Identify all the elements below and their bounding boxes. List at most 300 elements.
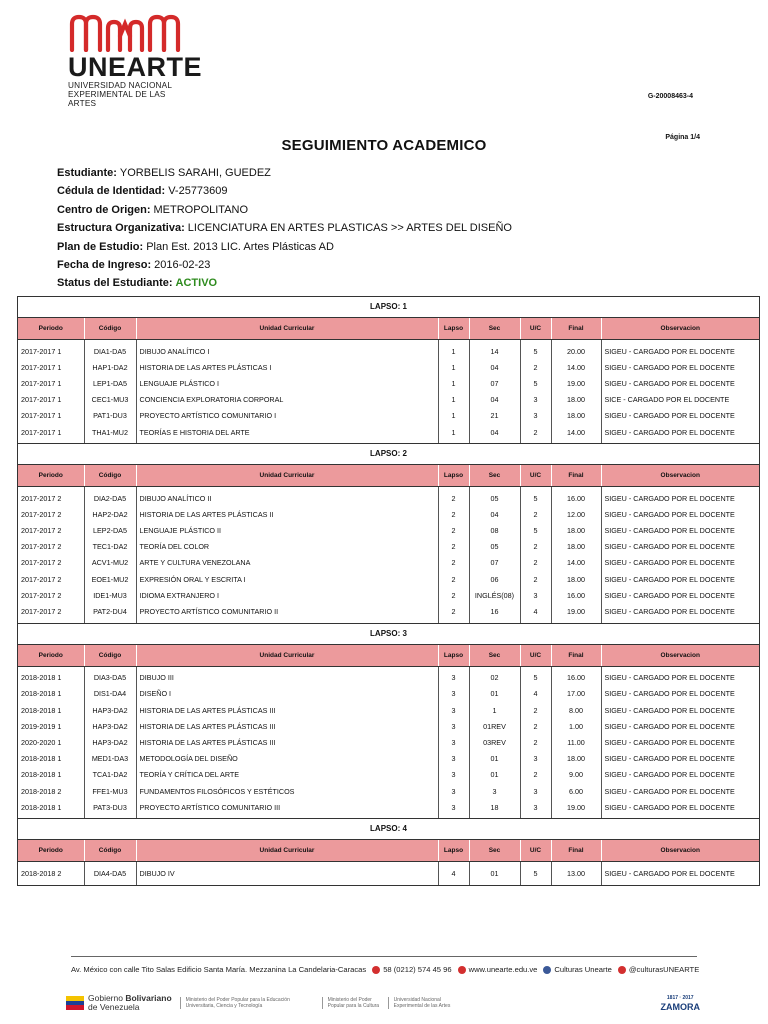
table-cell: 2 [438,571,469,587]
plan-label: Plan de Estudio: [57,240,144,253]
table-cell: SIGEU - CARGADO POR EL DOCENTE [604,346,735,356]
table-cell: 5 [520,865,551,881]
table-cell: 2018-2018 1 [18,751,84,767]
table-cell: TEORÍA Y CRÍTICA DEL ARTE [136,767,438,783]
table-cell: 2018-2018 1 [18,686,84,702]
table-cell: 04 [469,359,520,375]
table-cell: 3 [520,751,551,767]
column-header: Periodo [18,645,84,667]
table-cell: 2017-2017 1 [18,359,84,375]
column-header: Código [84,465,136,487]
unearte-logo [68,14,203,108]
table-cell: 2018-2018 2 [18,783,84,799]
table-cell: 21 [469,408,520,424]
table-cell: DIA3-DA5 [84,670,136,686]
structure-row [57,221,512,239]
table-cell: HAP3-DA2 [84,702,136,718]
table-cell: 07 [469,555,520,571]
table-cell: 5 [520,343,551,359]
table-cell: 3 [438,718,469,734]
footer-divider [71,956,697,957]
table-cell: 2 [438,523,469,539]
footer-social-2[interactable]: @culturasUNEARTE [628,965,700,974]
table-cell: 14.00 [551,555,601,571]
table-cell: SIGEU - CARGADO POR EL DOCENTE [604,526,735,536]
table-cell: 14 [469,343,520,359]
table-cell: 02 [469,670,520,686]
id-row [57,184,512,202]
table-cell: SIGEU - CARGADO POR EL DOCENTE [604,770,735,780]
table-cell: 01REV [469,718,520,734]
table-row [18,603,759,619]
column-header: Código [84,840,136,862]
table-cell: HAP3-DA2 [84,734,136,750]
table-cell: HAP3-DA2 [84,718,136,734]
table-cell: SIGEU - CARGADO POR EL DOCENTE [604,590,735,600]
table-cell: 18 [469,799,520,815]
column-header: Código [84,645,136,667]
table-cell: INGLÉS(08) [469,587,520,603]
lapso-table [18,645,759,820]
column-header: Unidad Curricular [136,465,438,487]
table-cell: 3 [438,751,469,767]
table-cell: 18.00 [551,392,601,408]
table-cell: 3 [520,587,551,603]
document-code: G-20008463-4 [647,93,693,100]
structure-value: LICENCIATURA EN ARTES PLASTICAS >> ARTES DEL DISEÑO [187,222,512,235]
structure-label: Estructura Organizativa: [57,222,185,235]
brand-sub-2: EXPERIMENTAL DE LAS ARTES [68,90,166,108]
table-cell: EXPRESIÓN ORAL Y ESCRITA I [136,571,438,587]
lapso-title: LAPSO: 4 [18,819,759,840]
table-row [18,702,759,718]
admission-value: 2016-02-23 [154,258,211,271]
table-cell: SIGEU - CARGADO POR EL DOCENTE [604,721,735,731]
gov-text-1: Gobierno [88,993,123,1003]
table-cell: 3 [438,702,469,718]
table-cell: PAT3-DU3 [84,799,136,815]
table-cell: LEP2-DA5 [84,523,136,539]
table-cell: 4 [438,865,469,881]
table-cell: 16.00 [551,587,601,603]
ministry-3: Universidad Nacional Experimental de las Artes [388,997,456,1009]
table-cell: 4 [520,603,551,619]
column-header: Unidad Curricular [136,318,438,340]
column-header: Periodo [18,465,84,487]
student-info [57,166,512,295]
column-header: Unidad Curricular [136,645,438,667]
footer-address: Av. México con calle Tito Salas Edificio Santa María. Mezzanina La Candelaria-Caracas [71,965,367,974]
table-cell: SIGEU - CARGADO POR EL DOCENTE [604,378,735,388]
table-cell: 2 [520,767,551,783]
gov-text-1b: Bolivariano [125,993,172,1003]
twitter-icon [618,966,626,974]
table-cell: 19.00 [551,375,601,391]
table-row [18,523,759,539]
table-row [18,799,759,815]
table-cell: 1 [438,392,469,408]
table-cell: FUNDAMENTOS FILOSÓFICOS Y ESTÉTICOS [136,783,438,799]
table-cell: LEP1-DA5 [84,375,136,391]
plan-row [57,240,512,258]
table-cell: 12.00 [551,506,601,522]
table-cell: 2017-2017 2 [18,523,84,539]
column-header: Lapso [438,318,469,340]
id-label: Cédula de Identidad: [57,185,166,198]
table-cell: TEORÍAS E HISTORIA DEL ARTE [136,424,438,440]
table-cell: 20.00 [551,343,601,359]
column-header: Periodo [18,318,84,340]
table-cell: SIGEU - CARGADO POR EL DOCENTE [604,411,735,421]
table-cell: 3 [438,670,469,686]
table-cell: 2019-2019 1 [18,718,84,734]
admission-label: Fecha de Ingreso: [57,258,152,271]
table-cell: 3 [438,767,469,783]
table-cell: DIA2-DA5 [84,490,136,506]
zamora-years: 1817 · 2017 [666,995,694,1001]
unearte-emblem-icon [68,14,182,52]
table-cell: 2 [520,359,551,375]
status-row [57,276,512,294]
column-header: Sec [469,318,520,340]
table-cell: 2017-2017 2 [18,539,84,555]
academic-report [17,296,760,886]
spacer-row [18,620,759,624]
table-cell: 3 [469,783,520,799]
table-cell: 05 [469,490,520,506]
table-cell: DIS1-DA4 [84,686,136,702]
table-cell: 2018-2018 1 [18,670,84,686]
table-cell: 2017-2017 2 [18,506,84,522]
table-cell: CONCIENCIA EXPLORATORIA CORPORAL [136,392,438,408]
zamora-text: ZAMORA [660,1002,700,1012]
table-cell: 18.00 [551,523,601,539]
table-row [18,767,759,783]
phone-icon [372,966,380,974]
student-name: YORBELIS SARAHI, GUEDEZ [119,167,271,179]
table-cell: 16.00 [551,490,601,506]
table-row [18,783,759,799]
table-cell: 2017-2017 2 [18,490,84,506]
table-cell: SIGEU - CARGADO POR EL DOCENTE [604,558,735,568]
table-cell: DIA1-DA5 [84,343,136,359]
admission-row [57,258,512,276]
column-header: Observacion [601,645,759,667]
table-cell: 17.00 [551,686,601,702]
spacer-row [18,815,759,819]
ministry-1: Ministerio del Poder Popular para la Educación Universitaria, Ciencia y Tecnología [180,997,314,1009]
table-cell: 2 [520,734,551,750]
table-cell: SIGEU - CARGADO POR EL DOCENTE [604,427,735,437]
gov-text-2: de Venezuela [88,1002,140,1012]
column-header: Sec [469,465,520,487]
table-cell: SIGEU - CARGADO POR EL DOCENTE [604,868,735,878]
column-header: U/C [520,465,551,487]
table-cell: 3 [520,799,551,815]
column-header: Final [551,465,601,487]
table-cell: SIGEU - CARGADO POR EL DOCENTE [604,802,735,812]
brand-sub-1: UNIVERSIDAD NACIONAL [68,81,173,90]
table-cell: IDE1-MU3 [84,587,136,603]
table-cell: 04 [469,424,520,440]
table-cell: PAT2-DU4 [84,603,136,619]
lapso-title: LAPSO: 1 [18,297,759,318]
table-row [18,392,759,408]
table-cell: SIGEU - CARGADO POR EL DOCENTE [604,607,735,617]
table-cell: 18.00 [551,408,601,424]
table-cell: 2017-2017 2 [18,587,84,603]
table-cell: 3 [438,783,469,799]
table-cell: 01 [469,767,520,783]
table-row [18,555,759,571]
table-row [18,734,759,750]
column-header: Código [84,318,136,340]
table-cell: 3 [520,392,551,408]
table-cell: SIGEU - CARGADO POR EL DOCENTE [604,689,735,699]
table-cell: 2018-2018 1 [18,767,84,783]
table-cell: 5 [520,523,551,539]
id-value: V-25773609 [168,185,228,198]
table-cell: 1 [469,702,520,718]
table-cell: HISTORIA DE LAS ARTES PLÁSTICAS III [136,734,438,750]
footer-phone: 58 (0212) 574 45 96 [383,965,452,974]
table-cell: 2017-2017 1 [18,424,84,440]
table-cell: 04 [469,506,520,522]
footer-social-1[interactable]: Culturas Unearte [554,965,612,974]
footer-contact [71,965,701,974]
table-cell: SIGEU - CARGADO POR EL DOCENTE [604,362,735,372]
table-cell: 2017-2017 2 [18,555,84,571]
brand-name: UNEARTE [68,52,203,82]
table-cell: 2 [438,555,469,571]
column-header: Final [551,318,601,340]
spacer-row [18,882,759,886]
table-cell: 3 [520,408,551,424]
status-label: Status del Estudiante: [57,277,173,290]
table-cell: 6.00 [551,783,601,799]
table-cell: EOE1-MU2 [84,571,136,587]
table-cell: DIA4-DA5 [84,865,136,881]
table-row [18,686,759,702]
table-cell: HISTORIA DE LAS ARTES PLÁSTICAS III [136,718,438,734]
table-cell: TEC1-DA2 [84,539,136,555]
plan-value: Plan Est. 2013 LIC. Artes Plásticas AD [146,240,334,253]
table-cell: 19.00 [551,603,601,619]
table-cell: ARTE Y CULTURA VENEZOLANA [136,555,438,571]
table-cell: HISTORIA DE LAS ARTES PLÁSTICAS III [136,702,438,718]
table-row [18,539,759,555]
column-header: Lapso [438,840,469,862]
table-row [18,375,759,391]
table-row [18,718,759,734]
table-cell: 8.00 [551,702,601,718]
column-header: U/C [520,840,551,862]
table-cell: SIGEU - CARGADO POR EL DOCENTE [604,754,735,764]
table-cell: TCA1-DA2 [84,767,136,783]
table-cell: 9.00 [551,767,601,783]
table-cell: 2017-2017 2 [18,571,84,587]
table-cell: HAP2-DA2 [84,506,136,522]
ministry-2: Ministerio del Poder Popular para la Cultura [322,997,380,1009]
column-header: Observacion [601,465,759,487]
center-label: Centro de Origen: [57,203,151,216]
table-cell: DISEÑO I [136,686,438,702]
page-number: Página 1/4 [665,134,700,141]
table-cell: 3 [438,734,469,750]
table-cell: HISTORIA DE LAS ARTES PLÁSTICAS II [136,506,438,522]
table-cell: DIBUJO III [136,670,438,686]
student-name-label: Estudiante: [57,167,117,179]
table-cell: 5 [520,375,551,391]
table-cell: 2017-2017 2 [18,603,84,619]
table-cell: SIGEU - CARGADO POR EL DOCENTE [604,493,735,503]
student-name-row [57,166,512,184]
table-cell: SICE - CARGADO POR EL DOCENTE [604,395,730,405]
column-header: Final [551,645,601,667]
table-row [18,670,759,686]
column-header: Observacion [601,318,759,340]
table-row [18,408,759,424]
table-cell: 5 [520,670,551,686]
table-row [18,865,759,881]
page-title: SEGUIMIENTO ACADEMICO [281,137,487,154]
table-cell: TEORÍA DEL COLOR [136,539,438,555]
table-cell: 1 [438,359,469,375]
lapso-title: LAPSO: 2 [18,444,759,465]
web-icon [458,966,466,974]
table-cell: 2018-2018 1 [18,702,84,718]
table-cell: 16 [469,603,520,619]
lapso-table [18,318,759,444]
table-row [18,490,759,506]
table-cell: 2017-2017 1 [18,343,84,359]
column-header: U/C [520,318,551,340]
table-cell: SIGEU - CARGADO POR EL DOCENTE [604,786,735,796]
footer-logos [66,988,700,1018]
table-cell: SIGEU - CARGADO POR EL DOCENTE [604,737,735,747]
table-cell: 18.00 [551,571,601,587]
table-cell: 08 [469,523,520,539]
table-cell: SIGEU - CARGADO POR EL DOCENTE [604,705,735,715]
table-row [18,359,759,375]
column-header: Sec [469,840,520,862]
table-cell: 2 [438,506,469,522]
table-cell: METODOLOGÍA DEL DISEÑO [136,751,438,767]
table-cell: 2 [438,539,469,555]
table-cell: 18.00 [551,751,601,767]
column-header: U/C [520,645,551,667]
table-cell: HAP1-DA2 [84,359,136,375]
lapso-table [18,840,759,885]
table-cell: IDIOMA EXTRANJERO I [136,587,438,603]
center-row [57,203,512,221]
table-cell: DIBUJO IV [136,865,438,881]
table-cell: 2018-2018 2 [18,865,84,881]
table-cell: 1 [438,408,469,424]
table-cell: DIBUJO ANALÍTICO I [136,343,438,359]
table-cell: 5 [520,490,551,506]
table-cell: PROYECTO ARTÍSTICO COMUNITARIO I [136,408,438,424]
zamora-logo [661,994,701,1012]
table-cell: 2 [438,490,469,506]
table-cell: 14.00 [551,359,601,375]
table-cell: LENGUAJE PLÁSTICO I [136,375,438,391]
table-cell: SIGEU - CARGADO POR EL DOCENTE [604,509,735,519]
table-row [18,751,759,767]
table-cell: CEC1-MU3 [84,392,136,408]
table-cell: 19.00 [551,799,601,815]
table-cell: 2 [438,603,469,619]
table-cell: 3 [438,799,469,815]
table-cell: 2 [520,424,551,440]
table-cell: 1 [438,343,469,359]
spacer-row [18,440,759,444]
table-cell: 2 [520,555,551,571]
table-cell: 1.00 [551,718,601,734]
table-cell: 3 [520,783,551,799]
table-cell: 2 [520,702,551,718]
table-cell: 07 [469,375,520,391]
table-cell: 2018-2018 1 [18,799,84,815]
lapso-title: LAPSO: 3 [18,624,759,645]
table-row [18,587,759,603]
table-row [18,506,759,522]
table-cell: LENGUAJE PLÁSTICO II [136,523,438,539]
table-cell: 2 [520,571,551,587]
table-cell: DIBUJO ANALÍTICO II [136,490,438,506]
table-cell: ACV1-MU2 [84,555,136,571]
table-cell: PROYECTO ARTÍSTICO COMUNITARIO II [136,603,438,619]
table-cell: 05 [469,539,520,555]
table-cell: HISTORIA DE LAS ARTES PLÁSTICAS I [136,359,438,375]
table-cell: 01 [469,865,520,881]
column-header: Observacion [601,840,759,862]
column-header: Unidad Curricular [136,840,438,862]
table-cell: THA1-MU2 [84,424,136,440]
table-cell: PAT1-DU3 [84,408,136,424]
table-cell: 2017-2017 1 [18,375,84,391]
column-header: Lapso [438,465,469,487]
column-header: Final [551,840,601,862]
table-cell: 2 [520,718,551,734]
table-cell: 3 [438,686,469,702]
table-cell: 14.00 [551,424,601,440]
table-cell: 01 [469,686,520,702]
table-row [18,424,759,440]
table-cell: 01 [469,751,520,767]
gov-logo [66,994,172,1012]
table-row [18,571,759,587]
column-header: Lapso [438,645,469,667]
table-cell: 2 [438,587,469,603]
venezuela-flag-icon [66,996,84,1010]
table-cell: 18.00 [551,539,601,555]
table-cell: 13.00 [551,865,601,881]
table-cell: SIGEU - CARGADO POR EL DOCENTE [604,574,735,584]
table-cell: MED1-DA3 [84,751,136,767]
table-cell: 2020-2020 1 [18,734,84,750]
table-cell: 4 [520,686,551,702]
table-cell: 06 [469,571,520,587]
table-cell: 11.00 [551,734,601,750]
column-header: Sec [469,645,520,667]
status-badge: ACTIVO [175,277,218,290]
footer-web[interactable]: www.unearte.edu.ve [468,965,538,974]
column-header: Periodo [18,840,84,862]
table-cell: 03REV [469,734,520,750]
table-cell: 1 [438,375,469,391]
table-cell: 16.00 [551,670,601,686]
